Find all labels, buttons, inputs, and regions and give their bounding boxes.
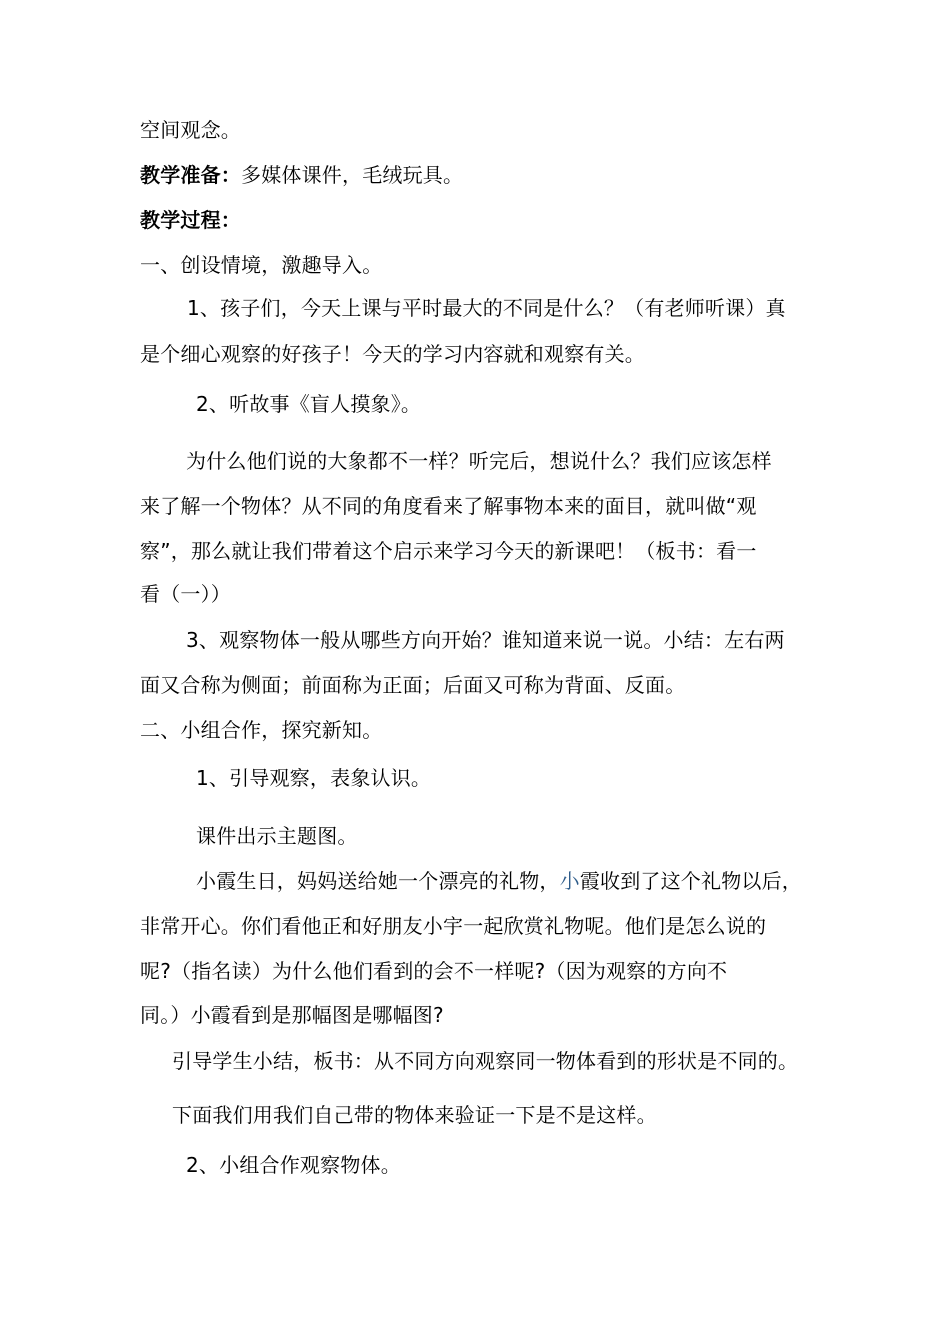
section-2-paragraph-3-line-4: 同。）小霞看到是那幅图是哪幅图? xyxy=(140,1003,444,1027)
teaching-prep-label: 教学准备： xyxy=(140,163,241,187)
section-1-heading: 一、创设情境，激趣导入。 xyxy=(140,253,383,277)
section-1-paragraph-3-line-3: 察”，那么就让我们带着这个启示来学习今天的新课吧！（板书：看一 xyxy=(140,539,757,563)
section-1-paragraph-1-line-1: 1、孩子们，今天上课与平时最大的不同是什么？（有老师听课）真 xyxy=(187,296,786,320)
section-2-paragraph-3-line-3: 呢?（指名读）为什么他们看到的会不一样呢?（因为观察的方向不 xyxy=(140,959,728,983)
section-2-paragraph-1: 1、引导观察，表象认识。 xyxy=(196,766,432,790)
section-2-heading: 二、小组合作，探究新知。 xyxy=(140,718,383,742)
section-1-paragraph-3-line-1: 为什么他们说的大象都不一样？听完后，想说什么？我们应该怎样 xyxy=(186,449,772,473)
section-2-paragraph-3-line-1-part-c: 霞收到了这个礼物以后， xyxy=(579,869,803,893)
section-1-paragraph-4-line-2: 面又合称为侧面；前面称为正面；后面又可称为背面、反面。 xyxy=(140,673,686,697)
teaching-process-label: 教学过程： xyxy=(140,208,241,232)
teaching-prep-text: 多媒体课件，毛绒玩具。 xyxy=(241,163,464,187)
teaching-prep-line xyxy=(140,161,463,189)
section-2-paragraph-5: 下面我们用我们自己带的物体来验证一下是不是这样。 xyxy=(172,1103,657,1127)
intro-tail-line: 空间观念。 xyxy=(140,118,241,142)
section-2-paragraph-3-line-2: 非常开心。你们看他正和好朋友小宇一起欣赏礼物呢。他们是怎么说的 xyxy=(140,914,767,938)
section-1-paragraph-3-line-4: 看（一）） xyxy=(140,582,231,606)
section-1-paragraph-1-line-2: 是个细心观察的好孩子！今天的学习内容就和观察有关。 xyxy=(140,342,645,366)
section-1-paragraph-2: 2、听故事《盲人摸象》。 xyxy=(196,392,422,416)
section-2-paragraph-3-line-1 xyxy=(196,867,802,895)
section-1-paragraph-4-line-1: 3、观察物体一般从哪些方向开始？谁知道来说一说。小结：左右两 xyxy=(186,628,785,652)
section-2-paragraph-6: 2、小组合作观察物体。 xyxy=(186,1153,401,1177)
section-2-paragraph-3-line-1-part-b: 小 xyxy=(559,869,580,893)
section-1-paragraph-3-line-2: 来了解一个物体？从不同的角度看来了解事物本来的面目，就叫做“观 xyxy=(140,494,757,518)
section-2-paragraph-2: 课件出示主题图。 xyxy=(196,824,358,848)
section-2-paragraph-4: 引导学生小结，板书：从不同方向观察同一物体看到的形状是不同的。 xyxy=(172,1049,799,1073)
section-2-paragraph-3-line-1-part-a: 小霞生日，妈妈送给她一个漂亮的礼物， xyxy=(196,869,560,893)
